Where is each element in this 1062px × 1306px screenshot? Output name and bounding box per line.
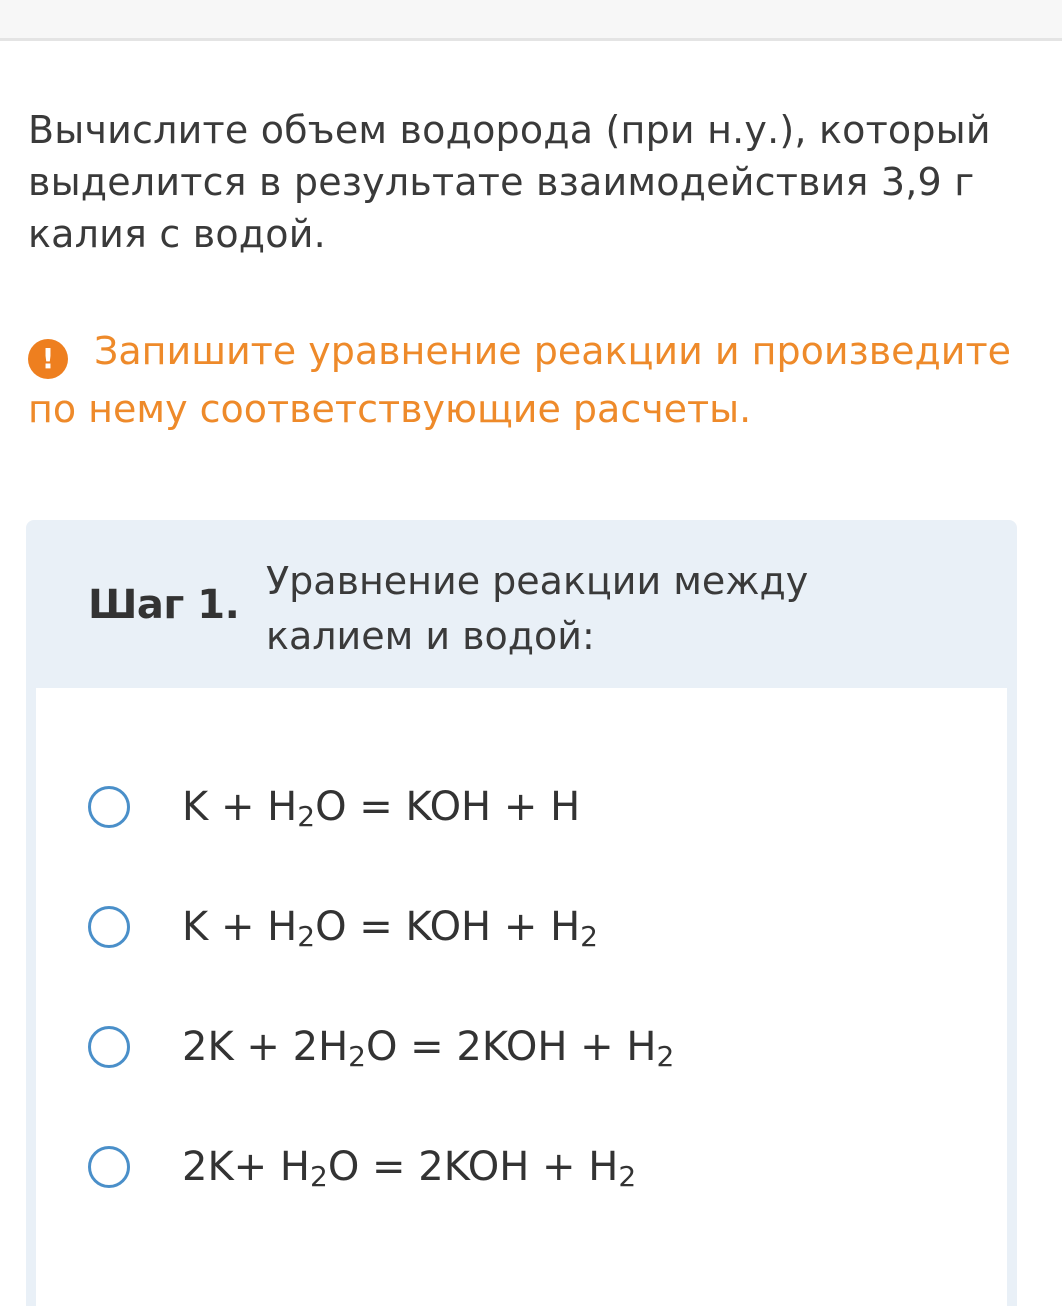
answer-option-1[interactable]: [88, 780, 968, 840]
hint-text: [28, 322, 1018, 438]
answer-option-3[interactable]: [88, 1020, 968, 1080]
step-title: Уравнение реакции между калием и водой:: [266, 559, 809, 658]
radio-button[interactable]: [88, 906, 130, 948]
question-text: Вычислите объем водорода (при н.у.), который выделится в результате взаимодействия 3,9 г калия с водой.: [28, 108, 991, 256]
option-formula: $K + H_2O$ = KOH + $H_2$: [182, 904, 598, 953]
option-formula: $2K + 2H_2O = 2KOH + H_2$: [182, 1024, 675, 1073]
step-label: Шаг 1.: [88, 582, 240, 628]
option-formula: $K + H_2O$ = KOH + H: [182, 784, 581, 833]
answer-option-2[interactable]: [88, 900, 968, 960]
step-header: [26, 520, 1017, 688]
option-formula: $2K+ H_2O = 2KOH + H_2$: [182, 1144, 637, 1193]
warning-icon: !: [28, 339, 68, 379]
answer-option-4[interactable]: [88, 1140, 968, 1200]
hint-label: Запишите уравнение реакции и произведите по нему соответствующие расчеты.: [28, 329, 1011, 431]
radio-button[interactable]: [88, 1026, 130, 1068]
top-bar: [0, 0, 1062, 41]
step-card: [26, 520, 1017, 1306]
radio-button[interactable]: [88, 1146, 130, 1188]
radio-button[interactable]: [88, 786, 130, 828]
answer-options: [36, 688, 1007, 1306]
